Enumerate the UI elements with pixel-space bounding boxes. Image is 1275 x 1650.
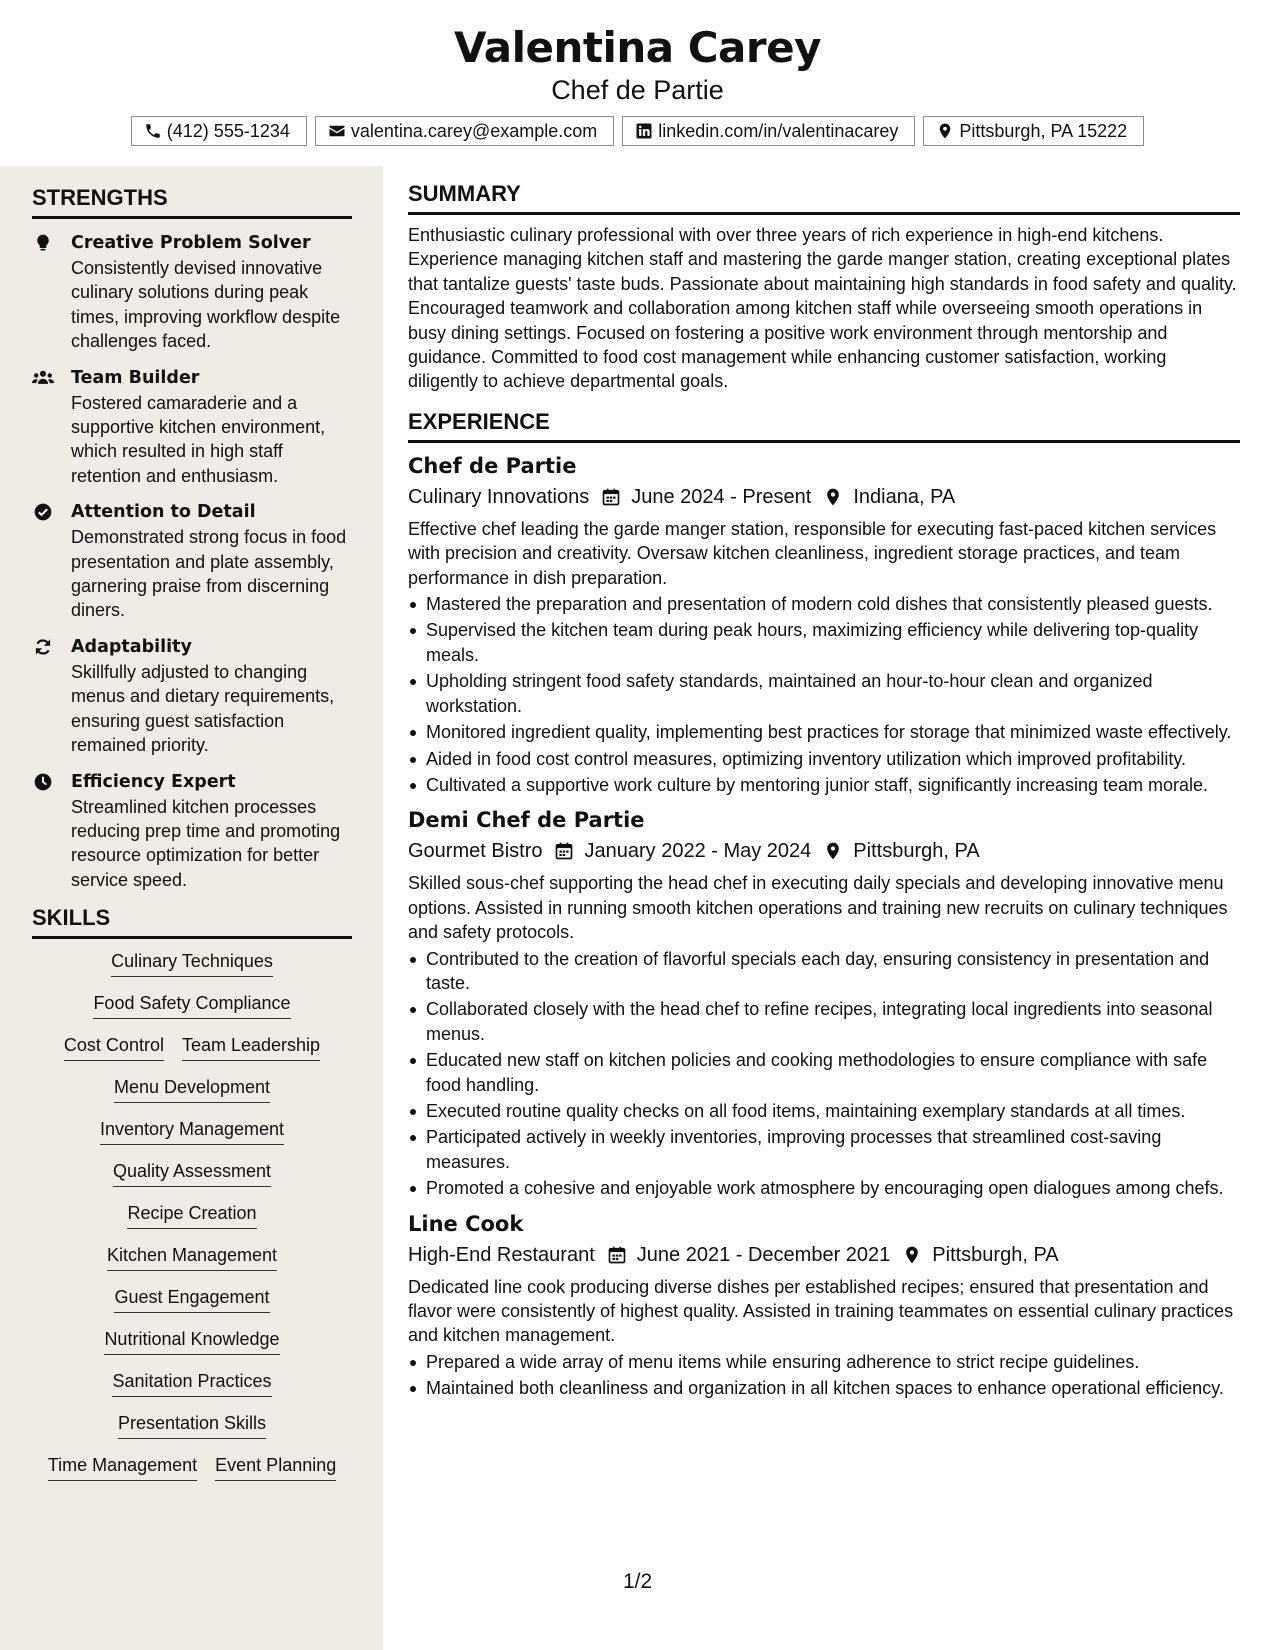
job-entry bbox=[408, 451, 1240, 797]
job-bullet: Mastered the preparation and presentation of modern cold dishes that consistently pleased guests. bbox=[408, 592, 1240, 616]
skill-tag: Presentation Skills bbox=[118, 1411, 266, 1439]
job-title: Chef de Partie bbox=[408, 453, 577, 478]
job-bullets bbox=[408, 947, 1240, 1201]
strength-desc: Consistently devised innovative culinary solutions during peak times, improving workflow despite challenges faced. bbox=[71, 258, 341, 352]
strength-title: Attention to Detail bbox=[71, 502, 256, 523]
strengths-heading: STRENGTHS bbox=[32, 184, 352, 219]
job-description: Skilled sous-chef supporting the head chef in executing daily specials and developing innovative menu options. Assisted in running smooth kitchen operations and training new recruits on culinary techniques and safety protocols. bbox=[408, 873, 1228, 943]
job-bullets bbox=[408, 592, 1240, 797]
skill-tag: Menu Development bbox=[114, 1075, 270, 1103]
sidebar bbox=[0, 166, 383, 1650]
job-location: Pittsburgh, PA bbox=[932, 1243, 1059, 1266]
sync-icon bbox=[32, 637, 54, 657]
location-text: Pittsburgh, PA 15222 bbox=[959, 120, 1128, 141]
strength-title: Creative Problem Solver bbox=[71, 233, 311, 253]
experience-heading: EXPERIENCE bbox=[408, 408, 1240, 443]
skill-tag: Time Management bbox=[48, 1453, 197, 1481]
job-bullet: Educated new staff on kitchen policies and cooking methodologies to ensure compliance with safe food handling. bbox=[408, 1048, 1240, 1097]
strength-desc: Demonstrated strong focus in food presentation and plate assembly, garnering praise from discerning diners. bbox=[71, 527, 347, 621]
lightbulb-icon bbox=[32, 233, 54, 253]
envelope-icon bbox=[328, 122, 346, 140]
job-bullet: Executed routine quality checks on all food items, maintaining exemplary standards at all times. bbox=[408, 1099, 1240, 1123]
job-bullet: Collaborated closely with the head chef to refine recipes, integrating local ingredients into seasonal menus. bbox=[408, 997, 1240, 1046]
skill-tag: Recipe Creation bbox=[127, 1201, 256, 1229]
contact-email[interactable] bbox=[315, 116, 614, 146]
strength-item bbox=[32, 366, 352, 489]
strength-item bbox=[32, 500, 352, 623]
linkedin-icon bbox=[635, 122, 653, 140]
job-bullet: Contributed to the creation of flavorful specials each day, ensuring consistency in presentation and taste. bbox=[408, 947, 1240, 996]
job-company: Culinary Innovations bbox=[408, 485, 590, 508]
skill-tag: Kitchen Management bbox=[107, 1243, 277, 1271]
skill-tag: Quality Assessment bbox=[113, 1159, 271, 1187]
users-icon bbox=[32, 368, 54, 388]
job-location: Pittsburgh, PA bbox=[853, 840, 980, 863]
strength-desc: Streamlined kitchen processes reducing prep time and promoting resource optimization for better service speed. bbox=[71, 796, 341, 890]
job-bullet: Promoted a cohesive and enjoyable work atmosphere by encouraging open dialogues among chefs. bbox=[408, 1176, 1240, 1200]
job-title: Line Cook bbox=[408, 1211, 524, 1236]
candidate-role: Chef de Partie bbox=[551, 75, 724, 105]
contact-linkedin[interactable] bbox=[622, 116, 915, 146]
phone-text: (412) 555-1234 bbox=[166, 120, 290, 141]
check-circle-icon bbox=[32, 502, 54, 522]
job-company: Gourmet Bistro bbox=[408, 840, 543, 863]
contact-bar bbox=[0, 116, 1275, 146]
map-pin-icon bbox=[823, 487, 843, 507]
contact-phone[interactable] bbox=[131, 116, 307, 146]
job-bullet: Upholding stringent food safety standards, maintained an hour-to-hour clean and organized workstation. bbox=[408, 669, 1240, 718]
calendar-icon bbox=[554, 841, 574, 861]
job-meta bbox=[408, 482, 1240, 512]
page-number: 1/2 bbox=[623, 1570, 653, 1593]
job-title: Demi Chef de Partie bbox=[408, 808, 645, 833]
job-bullets bbox=[408, 1350, 1240, 1401]
job-dates: June 2024 - Present bbox=[631, 485, 812, 508]
skill-tag: Team Leadership bbox=[182, 1033, 320, 1061]
skill-tag: Inventory Management bbox=[100, 1117, 284, 1145]
job-meta bbox=[408, 1240, 1240, 1270]
job-location: Indiana, PA bbox=[853, 485, 956, 508]
strength-item bbox=[32, 770, 352, 893]
job-bullet: Aided in food cost control measures, optimizing inventory utilization which improved profitability. bbox=[408, 747, 1240, 771]
summary-text: Enthusiastic culinary professional with over three years of rich experience in high-end kitchens. Experience managing kitchen staff and mastering the garde manger station, creating exceptional plates that tantalize guests' taste buds. Passionate about maintaining high standards in food safety and quality. Encouraged teamwork and collaboration among kitchen staff while overseeing smooth operations in busy dining settings. Focused on fostering a positive work environment through mentorship and guidance. Committed to food cost management while enhancing customer satisfaction, working diligently to achieve departmental goals. bbox=[408, 225, 1237, 392]
job-company: High-End Restaurant bbox=[408, 1243, 595, 1266]
job-dates: January 2022 - May 2024 bbox=[584, 840, 812, 863]
skill-tag: Cost Control bbox=[64, 1033, 164, 1061]
job-description: Effective chef leading the garde manger station, responsible for executing fast-paced kitchen services with precision and creativity. Oversaw kitchen cleanliness, ingredient storage practices, and team performance in dish preparation. bbox=[408, 518, 1217, 588]
contact-location[interactable] bbox=[923, 116, 1144, 146]
job-bullet: Participated actively in weekly inventories, improving processes that streamlined cost-saving measures. bbox=[408, 1125, 1240, 1174]
strength-desc: Skillfully adjusted to changing menus and dietary requirements, ensuring guest satisfaction remained priority. bbox=[71, 661, 335, 756]
map-pin-icon bbox=[936, 122, 954, 140]
job-entry bbox=[408, 805, 1240, 1200]
job-bullet: Supervised the kitchen team during peak hours, maximizing efficiency while delivering top-quality meals. bbox=[408, 618, 1240, 667]
strengths-list bbox=[32, 231, 352, 892]
job-bullet: Prepared a wide array of menu items while ensuring adherence to strict recipe guidelines. bbox=[408, 1350, 1240, 1374]
job-entry bbox=[408, 1209, 1240, 1401]
job-description: Dedicated line cook producing diverse dishes per established recipes; ensured that presentation and flavor were consistently of highest quality. Assisted in training teammates on essential culinary practices and kitchen management. bbox=[408, 1276, 1234, 1346]
job-dates: June 2021 - December 2021 bbox=[636, 1243, 891, 1266]
candidate-name: Valentina Carey bbox=[454, 23, 821, 72]
main-column bbox=[408, 180, 1240, 1403]
skill-tag: Event Planning bbox=[215, 1453, 336, 1481]
clock-icon bbox=[32, 772, 54, 792]
job-bullet: Monitored ingredient quality, implementing best practices for storage that minimized waste effectively. bbox=[408, 720, 1240, 744]
calendar-icon bbox=[607, 1245, 627, 1265]
skills-list bbox=[32, 949, 352, 1481]
job-bullet: Cultivated a supportive work culture by mentoring junior staff, significantly increasing team morale. bbox=[408, 773, 1240, 797]
skill-tag: Culinary Techniques bbox=[111, 949, 273, 977]
job-meta bbox=[408, 836, 1240, 866]
strength-item bbox=[32, 635, 352, 758]
strength-title: Adaptability bbox=[71, 636, 192, 657]
phone-icon bbox=[144, 122, 162, 140]
skill-tag: Food Safety Compliance bbox=[93, 991, 290, 1019]
email-text: valentina.carey@example.com bbox=[350, 120, 598, 141]
strength-title: Team Builder bbox=[71, 367, 200, 388]
summary-heading: SUMMARY bbox=[408, 180, 1240, 215]
skill-tag: Nutritional Knowledge bbox=[104, 1327, 279, 1355]
linkedin-text: linkedin.com/in/valentinacarey bbox=[658, 120, 899, 141]
skills-heading: SKILLS bbox=[32, 904, 352, 939]
skill-tag: Guest Engagement bbox=[114, 1285, 269, 1313]
job-bullet: Maintained both cleanliness and organization in all kitchen spaces to enhance operational efficiency. bbox=[408, 1376, 1240, 1400]
map-pin-icon bbox=[823, 841, 843, 861]
calendar-icon bbox=[601, 487, 621, 507]
resume-header bbox=[0, 22, 1275, 146]
strength-title: Efficiency Expert bbox=[71, 771, 236, 792]
map-pin-icon bbox=[902, 1245, 922, 1265]
skill-tag: Sanitation Practices bbox=[112, 1369, 271, 1397]
strength-item bbox=[32, 231, 352, 354]
strength-desc: Fostered camaraderie and a supportive kitchen environment, which resulted in high staff retention and enthusiasm. bbox=[71, 392, 326, 486]
